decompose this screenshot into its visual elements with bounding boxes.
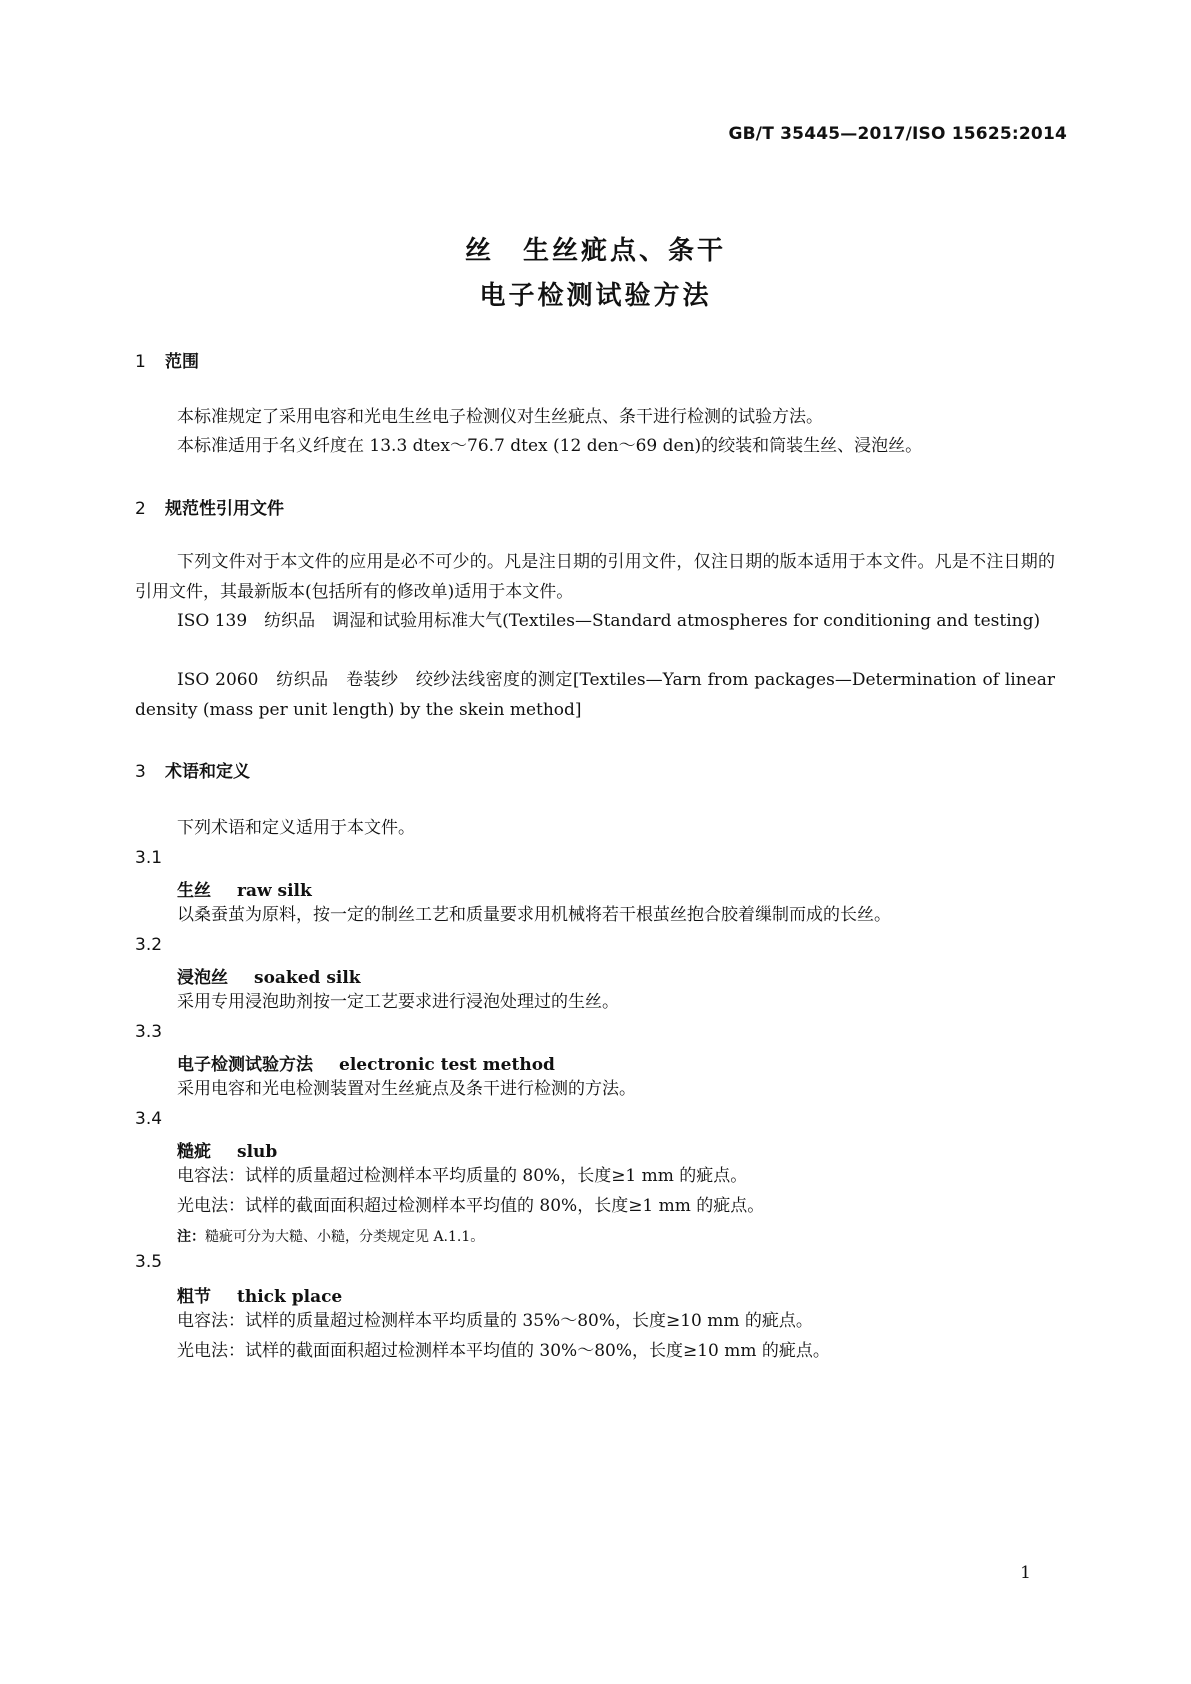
term-en: slub (237, 1142, 278, 1162)
section-title: 术语和定义 (165, 762, 250, 782)
term-definition: 采用专用浸泡助剂按一定工艺要求进行浸泡处理过的生丝。 (177, 992, 619, 1012)
term-en: raw silk (237, 881, 312, 901)
term-number: 3.2 (135, 935, 163, 955)
note-text: 糙疵可分为大糙、小糙，分类规定见 A.1.1。 (205, 1229, 485, 1245)
note-label: 注： (177, 1229, 205, 1245)
term-number: 3.1 (135, 848, 163, 868)
term-zh: 浸泡丝 (177, 968, 228, 988)
term-definition: 光电法：试样的截面面积超过检测样本平均值的 30%～80%，长度≥10 mm 的疵点。 (177, 1341, 830, 1361)
term-heading (177, 1137, 277, 1162)
term-en: soaked silk (254, 968, 361, 988)
note (177, 1226, 484, 1246)
term-definition: 采用电容和光电检测装置对生丝疵点及条干进行检测的方法。 (177, 1079, 636, 1099)
term-en: thick place (237, 1287, 343, 1307)
section-number: 1 (135, 352, 146, 372)
term-zh: 生丝 (177, 881, 211, 901)
term-number: 3.3 (135, 1022, 163, 1042)
title-line-2: 电子检测试验方法 (479, 281, 712, 311)
section-title: 规范性引用文件 (165, 499, 284, 519)
section-heading-2 (135, 494, 284, 519)
reference-iso-2060: ISO 2060 纺织品 卷装纱 绞纱法线密度的测定[Textiles—Yarn from packages—Determination of linear density (mass per unit length) by the skein method] (135, 670, 1055, 720)
title-line-1: 丝 生丝疵点、条干 (464, 236, 726, 266)
term-heading (177, 1050, 555, 1075)
section-heading-1 (135, 347, 199, 372)
term-heading (177, 1282, 342, 1307)
term-heading (177, 963, 361, 988)
section-number: 2 (135, 499, 146, 519)
term-number: 3.5 (135, 1252, 163, 1272)
section-title: 范围 (165, 352, 199, 372)
term-definition: 光电法：试样的截面面积超过检测样本平均值的 80%，长度≥1 mm 的疵点。 (177, 1196, 765, 1216)
term-zh: 电子检测试验方法 (177, 1055, 313, 1075)
paragraph: 本标准规定了采用电容和光电生丝电子检测仪对生丝疵点、条干进行检测的试验方法。 (177, 407, 823, 427)
term-en: electronic test method (339, 1055, 555, 1075)
paragraph: 下列文件对于本文件的应用是必不可少的。凡是注日期的引用文件，仅注日期的版本适用于本文件。凡是不注日期的引用文件，其最新版本(包括所有的修改单)适用于本文件。 (135, 552, 1055, 602)
term-zh: 粗节 (177, 1287, 211, 1307)
paragraph: 本标准适用于名义纤度在 13.3 dtex～76.7 dtex (12 den～69 den)的绞装和筒装生丝、浸泡丝。 (177, 436, 923, 456)
term-definition: 电容法：试样的质量超过检测样本平均质量的 35%～80%，长度≥10 mm 的疵点。 (177, 1311, 813, 1331)
term-number: 3.4 (135, 1109, 163, 1129)
section-heading-3 (135, 757, 250, 782)
standard-code: GB/T 35445—2017/ISO 15625:2014 (728, 124, 1067, 144)
section-number: 3 (135, 762, 146, 782)
page-number: 1 (1020, 1563, 1031, 1583)
term-heading (177, 876, 312, 901)
reference-iso-139: ISO 139 纺织品 调湿和试验用标准大气(Textiles—Standard atmospheres for conditioning and testing) (177, 611, 1041, 631)
term-zh: 糙疵 (177, 1142, 211, 1162)
term-definition: 以桑蚕茧为原料，按一定的制丝工艺和质量要求用机械将若干根茧丝抱合胶着缫制而成的长丝。 (177, 905, 891, 925)
term-definition: 电容法：试样的质量超过检测样本平均质量的 80%，长度≥1 mm 的疵点。 (177, 1166, 748, 1186)
paragraph: 下列术语和定义适用于本文件。 (177, 818, 415, 838)
